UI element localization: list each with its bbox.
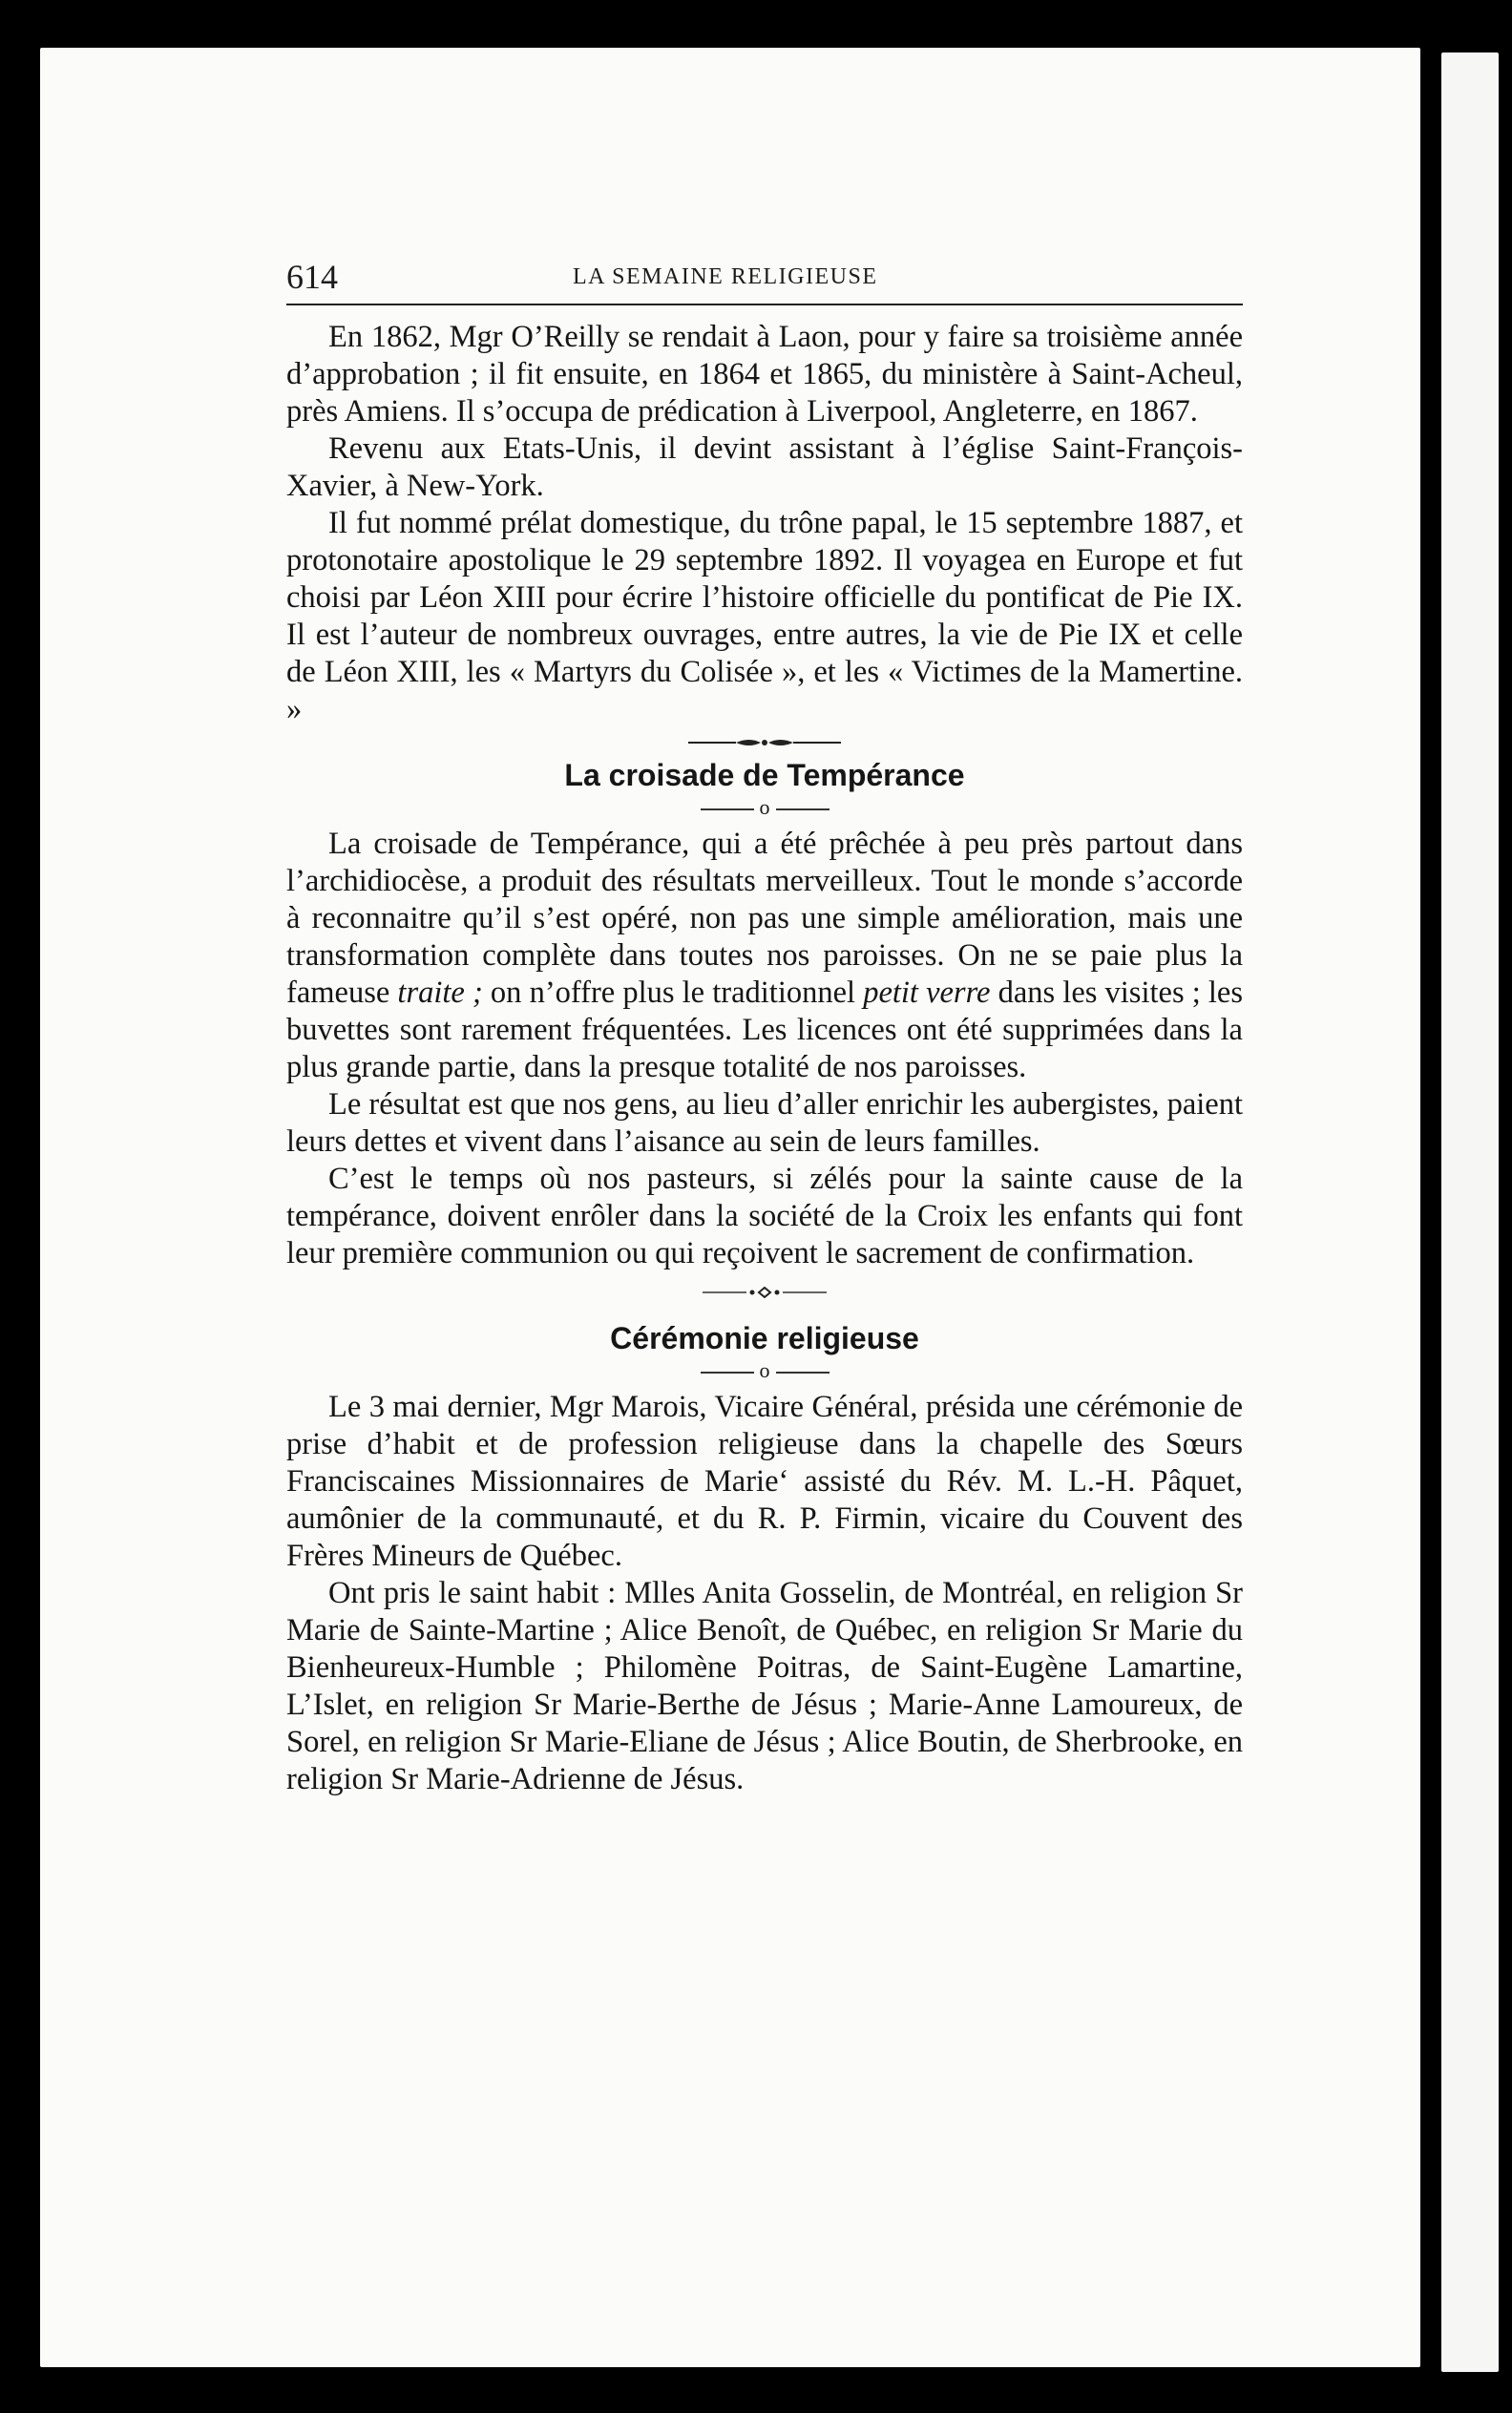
paragraph-resultat: Le résultat est que nos gens, au lieu d’aller enrichir les aubergistes, paient leurs dettes et vivent dans l’aisance au sein de leurs familles.: [286, 1087, 1243, 1159]
ornament-icon: [688, 736, 841, 749]
paragraph-laon: En 1862, Mgr O’Reilly se rendait à Laon, pour y faire sa troisième année d’approbation ; il fit ensuite, en 1864 et 1865, du ministère à Saint-Acheul, près Amiens. Il s’occupa de prédication à Liverpool, Angleterre, en 1867.: [286, 320, 1243, 429]
facing-page-edge: [1441, 52, 1499, 2372]
running-title: LA SEMAINE RELIGIEUSE: [573, 264, 878, 289]
page-body: [286, 319, 1243, 1798]
section-title-temperance: La croisade de Tempérance: [564, 758, 965, 792]
page-number: 614: [286, 258, 338, 296]
paragraph-pasteurs: C’est le temps où nos pasteurs, si zélés pour la sainte cause de la tempérance, doivent enrôler dans la société de la Croix les enfants qui font leur première communion ou qui reçoivent le sacrement de confirmation.: [286, 1162, 1243, 1270]
running-head: [286, 254, 1243, 300]
title-separator-ceremonie: o: [286, 1356, 1243, 1385]
section-ornament-2: [286, 1278, 1243, 1307]
title-separator-temperance: o: [286, 793, 1243, 822]
paragraph-ceremonie: Le 3 mai dernier, Mgr Marois, Vicaire Général, présida une cérémonie de prise d’habit et de profession religieuse dans la chapelle des Sœurs Franciscaines Missionnaires de Marie‘ assisté du Rév. M. L.-H. Pâquet, aumônier de la communauté, et du R. P. Firmin, vicaire du Couvent des Frères Mineurs de Québec.: [286, 1390, 1243, 1573]
section-ornament-1: [286, 728, 1243, 757]
header-rule: [286, 304, 1243, 305]
paragraph-saint-habit: Ont pris le saint habit : Mlles Anita Gosselin, de Montréal, en religion Sr Marie de Sainte-Martine ; Alice Benoît, de Québec, en religion Sr Marie du Bienheureux-Humble ; Philomène Poitras, de Saint-Eugène Lamartine, L’Islet, en religion Sr Marie-Berthe de Jésus ; Marie-Anne Lamoureux, de Sorel, en religion Sr Marie-Eliane de Jésus ; Alice Boutin, de Sherbrooke, en religion Sr Marie-Adrienne de Jésus.: [286, 1576, 1243, 1796]
paragraph-croisade: La croisade de Tempérance, qui a été prêchée à peu près partout dans l’archidiocèse, a produit des résultats merveilleux. Tout le monde s’accorde à reconnaitre qu’il s’est opéré, non pas une simple amélioration, mais une transformation complète dans toutes nos paroisses. On ne se paie plus la fameuse traite ; on n’offre plus le traditionnel petit verre dans les visites ; les buvettes sont rarement fréquentées. Les licences ont été supprimées dans la plus grande partie, dans la presque totalité de nos paroisses.: [286, 827, 1243, 1084]
ornament-icon: [703, 1287, 827, 1298]
paragraph-prelat: Il fut nommé prélat domestique, du trône papal, le 15 septembre 1887, et protonotaire apostolique le 29 septembre 1892. Il voyagea en Europe et fut choisi par Léon XIII pour écrire l’histoire officielle du pontificat de Pie IX. Il est l’auteur de nombreux ouvrages, entre autres, la vie de Pie IX et celle de Léon XIII, les « Martyrs du Colisée », et les « Victimes de la Mamertine. »: [286, 506, 1243, 726]
paragraph-new-york: Revenu aux Etats-Unis, il devint assistant à l’église Saint-François-Xavier, à New-York.: [286, 431, 1243, 503]
section-title-ceremonie: Cérémonie religieuse: [610, 1321, 919, 1355]
